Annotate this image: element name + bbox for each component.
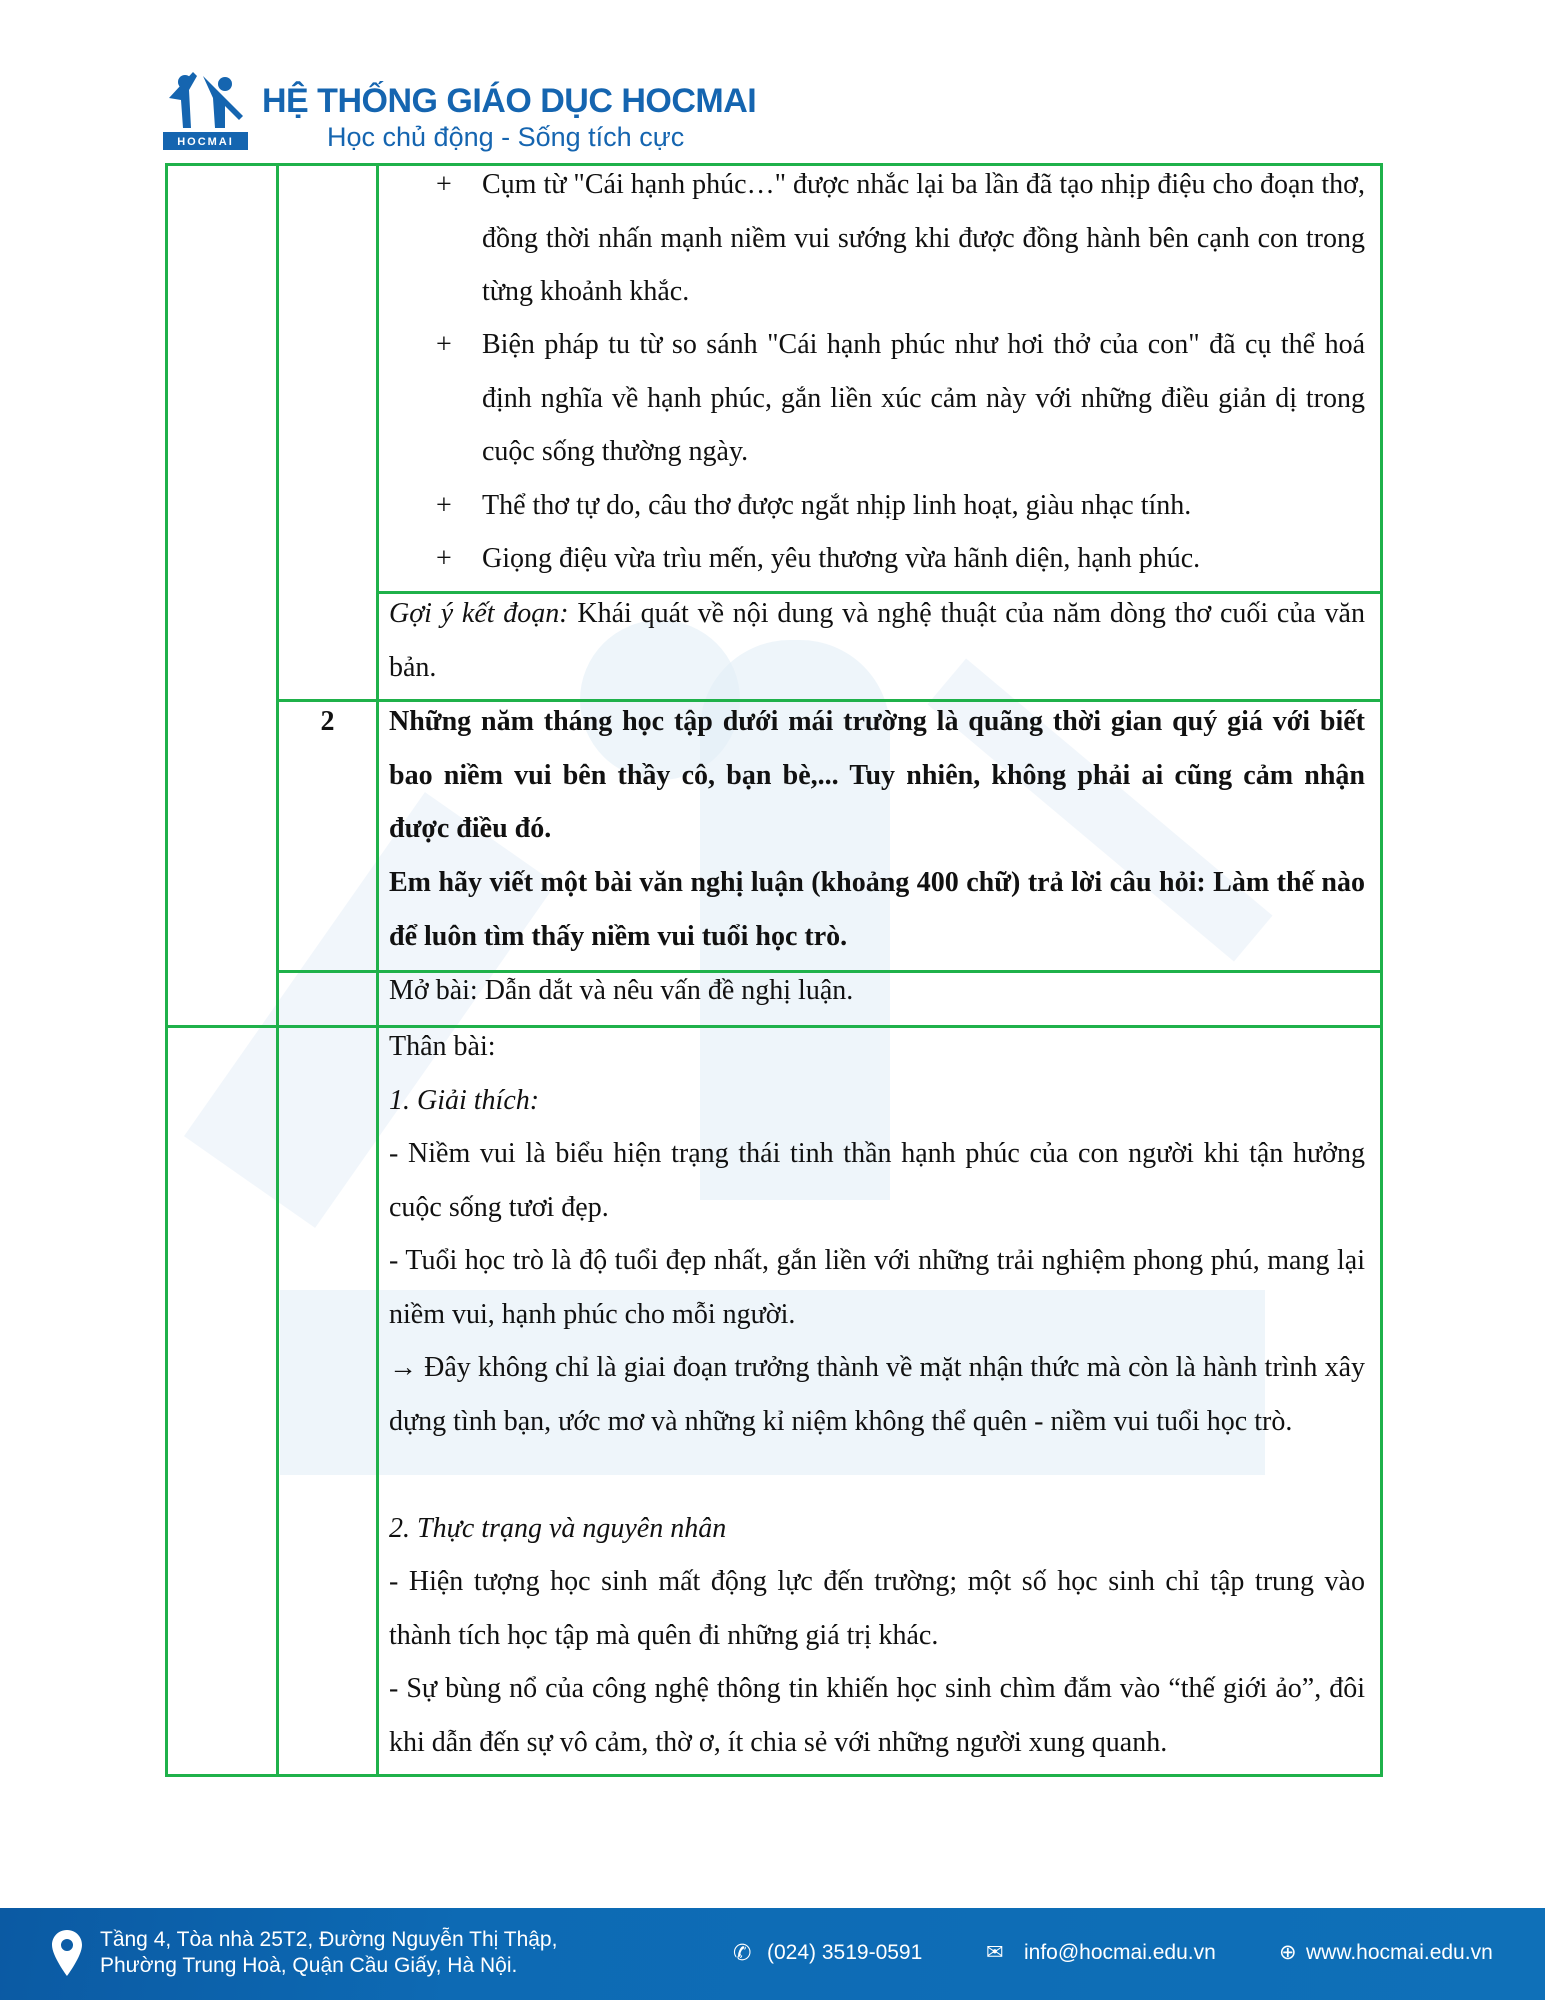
- table-cell: [276, 1025, 379, 1777]
- brand-slogan: Học chủ động - Sống tích cực: [327, 122, 685, 152]
- than-bai-heading: Thân bài:: [389, 1031, 496, 1062]
- svg-text:HOCMAI: HOCMAI: [177, 136, 234, 148]
- ket-doan-hint: Gợi ý kết đoạn: Khái quát về nội dung và nghệ thuật của năm dòng thơ cuối của văn bản.: [389, 598, 1365, 683]
- bullet-item: + Thể thơ tự do, câu thơ được ngắt nhịp linh hoạt, giàu nhạc tính.: [436, 490, 1192, 521]
- bullet-item: + Giọng điệu vừa trìu mến, yêu thương vừa hãnh diện, hạnh phúc.: [436, 543, 1201, 574]
- paragraph: - Tuổi học trò là độ tuổi đẹp nhất, gắn liền với những trải nghiệm phong phú, mang lại niềm vui, hạnh phúc cho mỗi người.: [389, 1245, 1365, 1330]
- mail-icon: ✉: [986, 1941, 1004, 1964]
- paragraph: → Đây không chỉ là giai đoạn trưởng thành về mặt nhận thức mà còn là hành trình xây dựng tình bạn, ước mơ và những kỉ niệm không thể quên - niềm vui tuổi học trò.: [389, 1352, 1365, 1437]
- bullet-item: + Biện pháp tu từ so sánh "Cái hạnh phúc như hơi thở của con" đã cụ thể hoá định nghĩa về hạnh phúc, gắn liền xúc cảm này với những điều giản dị trong cuộc sống thường ngày.: [436, 329, 1365, 467]
- location-pin-icon: [52, 1930, 82, 1976]
- paragraph: - Niềm vui là biểu hiện trạng thái tinh thần hạnh phúc của con người khi tận hưởng cuộc sống tươi đẹp.: [389, 1138, 1365, 1223]
- website-link[interactable]: www.hocmai.edu.vn: [1306, 1941, 1493, 1964]
- mo-bai: Mở bài: Dẫn dắt và nêu vấn đề nghị luận.: [389, 975, 854, 1006]
- question-prompt: Những năm tháng học tập dưới mái trường là quãng thời gian quý giá với biết bao niềm vui bên thầy cô, bạn bè,... Tuy nhiên, không phải ai cũng cảm nhận được điều đó.: [389, 706, 1365, 844]
- brand-title: HỆ THỐNG GIÁO DỤC HOCMAI: [262, 82, 757, 120]
- address-line-1: Tầng 4, Tòa nhà 25T2, Đường Nguyễn Thị Thập,: [100, 1928, 558, 1951]
- hocmai-logo-icon: [163, 68, 248, 150]
- question-task: Em hãy viết một bài văn nghị luận (khoảng 400 chữ) trả lời câu hỏi: Làm thế nào để luôn tìm thấy niềm vui tuổi học trò.: [389, 867, 1365, 952]
- address-line-2: Phường Trung Hoà, Quận Cầu Giấy, Hà Nội.: [100, 1954, 518, 1977]
- paragraph: - Hiện tượng học sinh mất động lực đến trường; một số học sinh chỉ tập trung vào thành tích học tập mà quên đi những giá trị khác.: [389, 1566, 1365, 1651]
- footer: [0, 1908, 1545, 2000]
- table-cell: [165, 163, 279, 1028]
- phone-number[interactable]: (024) 3519-0591: [767, 1941, 923, 1964]
- table-cell: [165, 1025, 279, 1777]
- question-number: 2: [320, 706, 335, 737]
- section-title: 2. Thực trạng và nguyên nhân: [389, 1513, 727, 1544]
- section-title: 1. Giải thích:: [389, 1085, 540, 1116]
- bullet-item: + Cụm từ "Cái hạnh phúc…" được nhắc lại ba lần đã tạo nhịp điệu cho đoạn thơ, đồng thời nhấn mạnh niềm vui sướng khi được đồng hành bên cạnh con trong từng khoảnh khắc.: [436, 169, 1365, 307]
- phone-icon: ✆: [733, 1940, 752, 1965]
- paragraph: - Sự bùng nổ của công nghệ thông tin khiến học sinh chìm đắm vào “thế giới ảo”, đôi khi dẫn đến sự vô cảm, thờ ơ, ít chia sẻ với những người xung quanh.: [389, 1673, 1365, 1758]
- email-link[interactable]: info@hocmai.edu.vn: [1024, 1941, 1216, 1964]
- table-cell: [276, 163, 379, 702]
- table-cell: [276, 970, 379, 1028]
- globe-icon: ⊕: [1279, 1941, 1297, 1964]
